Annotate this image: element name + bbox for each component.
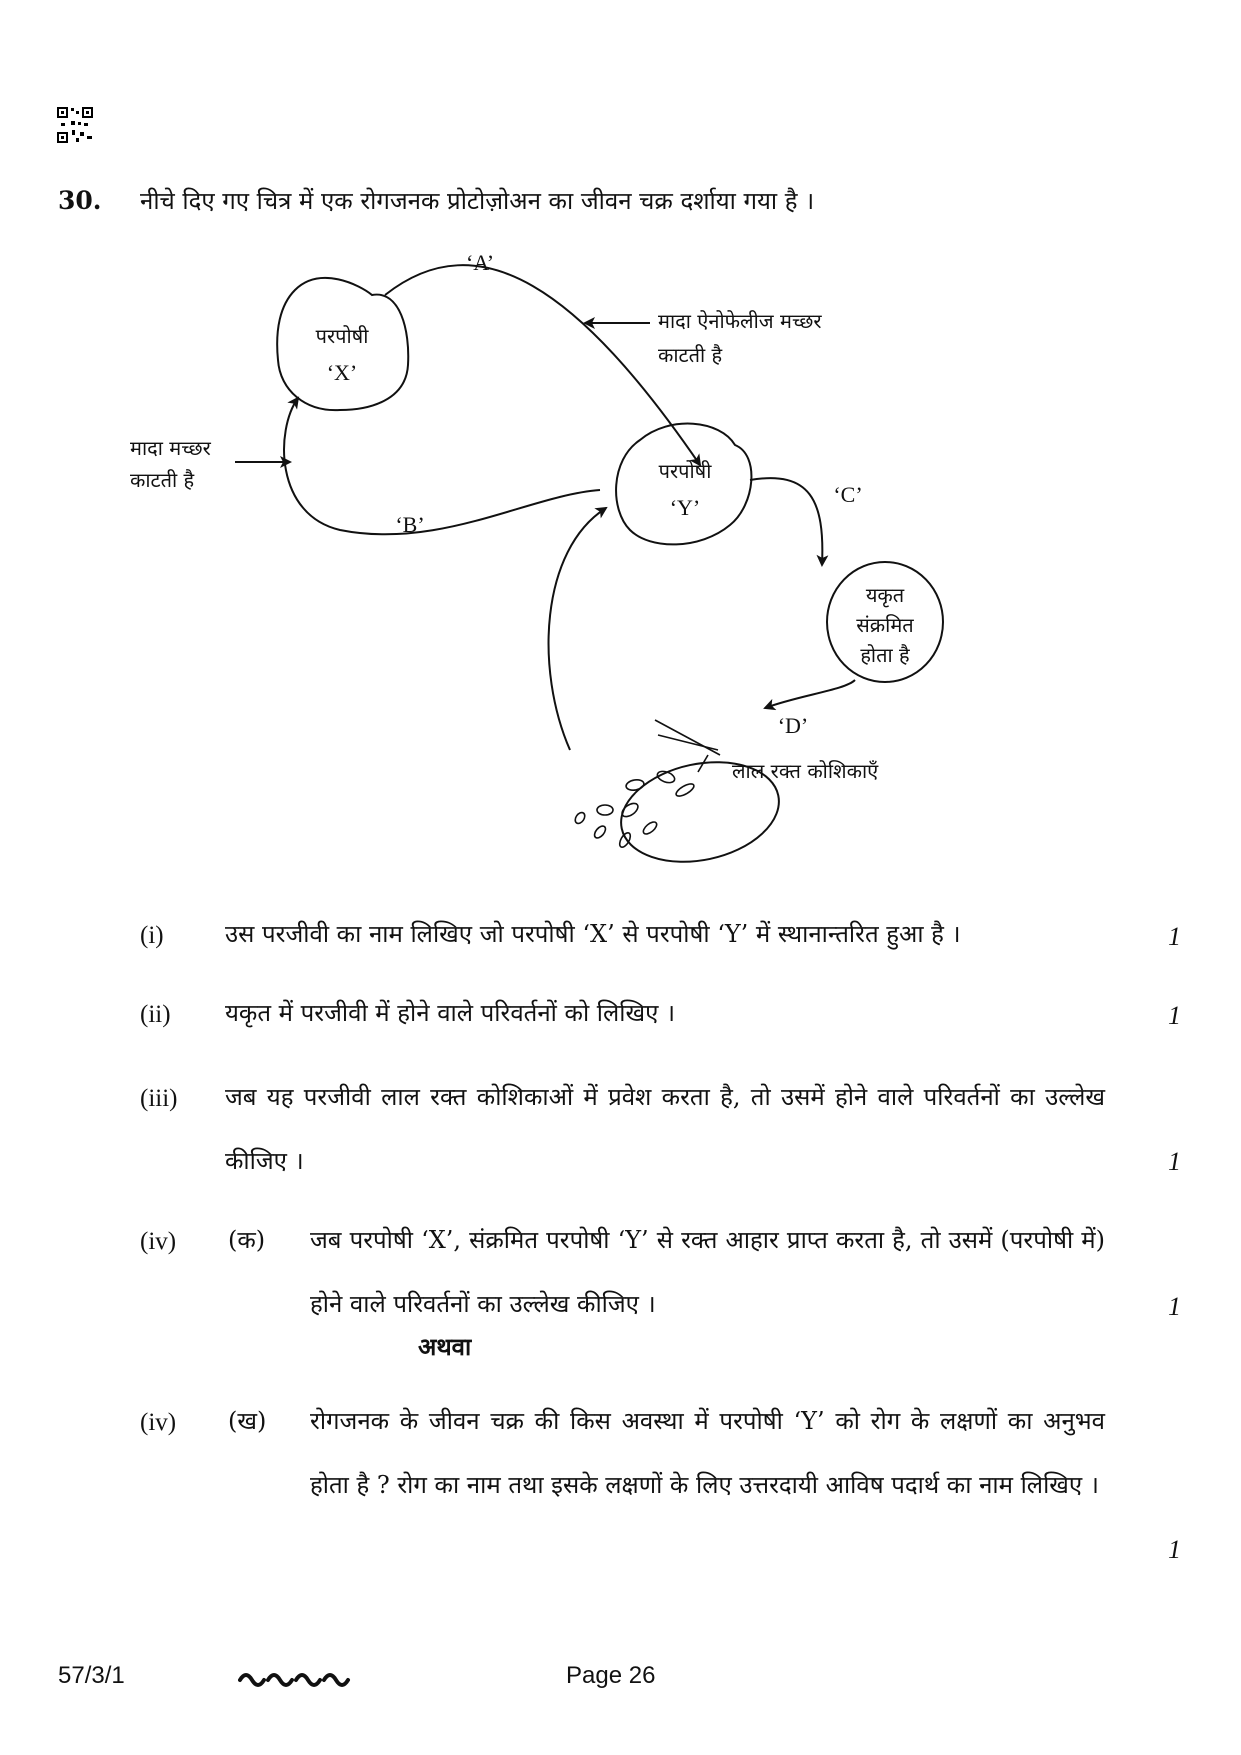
subq-iii-number: (iii) [140,1085,178,1112]
label-a: ‘A’ [465,250,495,275]
subq-ii-marks: 1 [1168,1001,1181,1030]
paper-code: 57/3/1 [58,1662,125,1689]
page-number: Page 26 [566,1662,656,1689]
subq-iv-a-number: (iv) [140,1228,177,1255]
arrow-c [750,478,822,565]
subq-i-marks: 1 [1168,922,1181,951]
subq-i-text: उस परजीवी का नाम लिखिए जो परपोषी ‘X’ से परपोषी ‘Y’ में स्थानान्तरित हुआ है । [225,920,961,948]
question-number: 30. [58,186,102,215]
arrow-a [385,265,700,465]
label-c: ‘C’ [833,482,863,507]
host-y-label: परपोषी [658,459,712,483]
mosquito-female-line-2: काटती है [658,343,723,367]
subq-iv-b-marks: 1 [1168,1535,1181,1564]
qr-code-icon [56,106,94,144]
subq-iv-b-text: रोगजनक के जीवन चक्र की किस अवस्था में परपोषी ‘Y’ को रोग के लक्षणों का अनुभव होता है ? रोग का नाम तथा इसके लक्षणों के लिए उत्तरदायी आविष पदार्थ का नाम लिखिए । [310,1407,1105,1499]
subq-iv-a-sub: (क) [228,1226,266,1254]
liver-line-3: होता है [860,643,910,667]
mosquito-bites-line-2: काटती है [130,468,195,492]
host-x-letter: ‘X’ [326,360,358,385]
arrow-b [284,398,600,534]
arrow-d [765,680,855,708]
subq-iii-marks: 1 [1168,1147,1181,1176]
liver-line-2: संक्रमित [856,613,914,637]
mosquito-bites-line-1: मादा मच्छर [130,436,211,460]
question-intro: नीचे दिए गए चित्र में एक रोगजनक प्रोटोज़ोअन का जीवन चक्र दर्शाया गया है । [140,187,815,215]
life-cycle-diagram [110,250,1010,870]
tilde-ornament-icon [238,1668,353,1688]
host-x-label: परपोषी [315,324,369,348]
subq-iv-b-number: (iv) [140,1409,177,1436]
subq-ii-number: (ii) [140,1001,171,1028]
arrow-rbc-to-y [549,508,606,750]
mosquito-female-line-1: मादा ऐनोफेलीज मच्छर [658,309,822,333]
subq-i-number: (i) [140,922,164,949]
subq-iv-a-text: जब परपोषी ‘X’, संक्रमित परपोषी ‘Y’ से रक्त आहार प्राप्त करता है, तो उसमें (परपोषी में) होने वाले परिवर्तनों का उल्लेख कीजिए । [310,1226,1105,1318]
label-d: ‘D’ [777,713,809,738]
host-y-letter: ‘Y’ [669,495,701,520]
subq-iv-a-marks: 1 [1168,1292,1181,1321]
subq-iii-text: जब यह परजीवी लाल रक्त कोशिकाओं में प्रवेश करता है, तो उसमें होने वाले परिवर्तनों का उल्लेख कीजिए । [225,1083,1105,1175]
or-separator: अथवा [418,1332,472,1361]
label-b: ‘B’ [395,512,425,537]
subq-iv-b-sub: (ख) [228,1407,267,1435]
subq-ii-text: यकृत में परजीवी में होने वाले परिवर्तनों को लिखिए । [225,999,676,1027]
liver-line-1: यकृत [865,583,905,607]
rbc-label: लाल रक्त कोशिकाएँ [732,759,879,783]
